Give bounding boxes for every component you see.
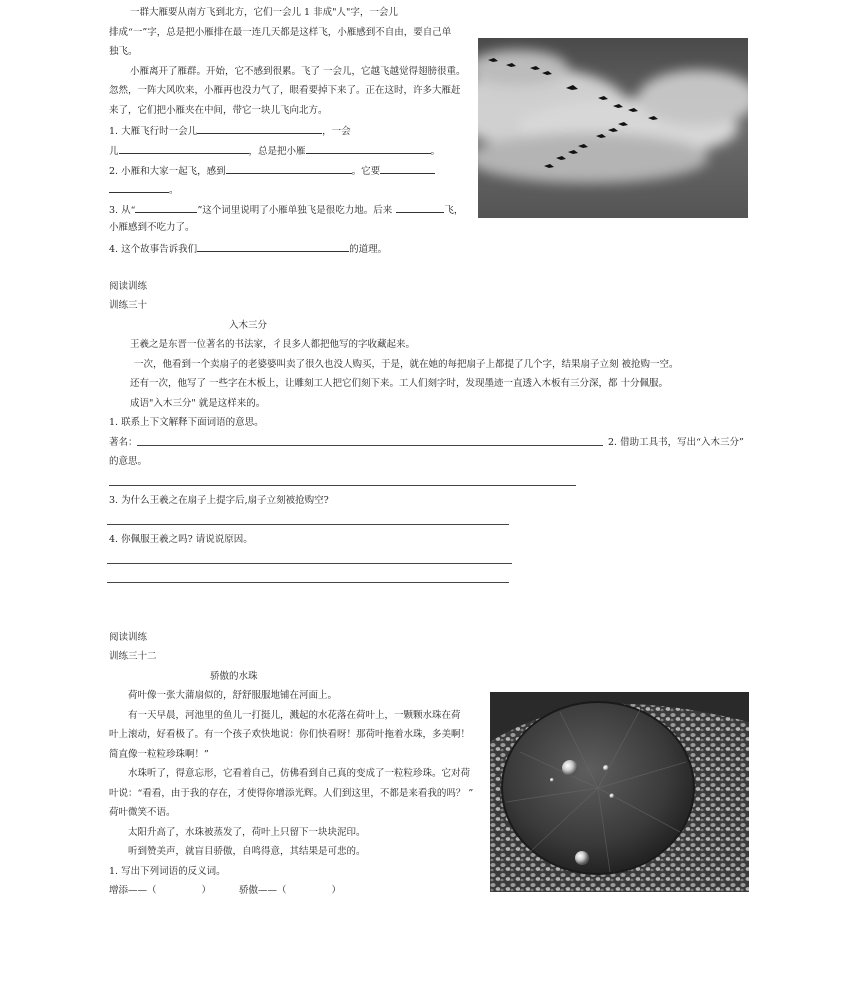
q3-text-c: 飞， <box>444 205 464 216</box>
q1-text-e: 。 <box>430 146 441 157</box>
passage1-line-6: 来了，它们把小雁夹在中间，带它一块儿飞向北方。 <box>109 105 328 116</box>
section3-line-3: 叶上滚动，好看极了。有一个孩子欢快地说：你们快看呀！那荷叶拖着水珠，多美啊！ <box>109 729 471 740</box>
q2-blank-2[interactable] <box>380 164 435 174</box>
section3-line-9: 听到赞美声，就盲目骄傲，自鸣得意，其结果是可悲的。 <box>128 846 366 857</box>
q4-text-a: 4. 这个故事告诉我们 <box>109 244 198 255</box>
section2-q2-answer-line[interactable] <box>109 485 576 486</box>
lotus-leaf-photo <box>490 692 749 892</box>
section3-line-2: 有一天早晨，河池里的鱼儿一打挺儿，溅起的水花落在荷叶上，一颗颗水珠在荷 <box>128 710 461 721</box>
q2-text-a: 2. 小雁和大家一起飞，感到 <box>109 166 226 177</box>
passage1-line-5: 忽然，一阵大风吹来，小雁再也没力气了，眼看要掉下来了。正在这时，许多大雁赶 <box>109 85 461 96</box>
q2-blank-1[interactable] <box>226 164 352 174</box>
q3-blank-1[interactable] <box>135 203 197 213</box>
section3-q1-answers <box>109 885 341 897</box>
section3-header-2: 训练三十二 <box>109 651 157 662</box>
section2-line-1: 王羲之是东晋一位著名的书法家，彳艮多人都把他写的字收藏起来。 <box>130 339 416 350</box>
section3-line-1: 荷叶像一张大蒲扇似的，舒舒服服地铺在河面上。 <box>128 690 338 701</box>
q1-blank-2[interactable] <box>119 144 249 154</box>
section2-title: 入木三分 <box>229 320 268 331</box>
q1-text-a: 1. 大雁飞行时一会儿 <box>109 126 198 137</box>
section2-q4-answer-line-1[interactable] <box>107 563 512 564</box>
section3-line-4: 简直像一粒粒珍珠啊！” <box>109 749 209 760</box>
section2-q3: 3. 为什么王羲之在扇子上提字后,扇子立刻被抢购空? <box>109 495 329 506</box>
passage1-q4-line <box>109 242 387 256</box>
q2-text-c: 。 <box>169 185 179 196</box>
passage1-q2-line-1 <box>109 164 435 178</box>
passage1-q3-line-1 <box>109 203 463 217</box>
section2-q3-answer-line[interactable] <box>107 524 509 525</box>
section3-line-8: 太阳升高了，水珠被蒸发了，荷叶上只留下一块块泥印。 <box>128 827 366 838</box>
section3-title: 骄傲的水珠 <box>210 671 258 682</box>
antonym-2-label: 骄傲——（ <box>239 885 287 896</box>
passage1-q2-line-2 <box>109 183 179 197</box>
section3-line-7: 荷叶微笑不语。 <box>109 807 176 818</box>
section2-q1-word: 著名： <box>109 437 138 448</box>
q1-blank-1[interactable] <box>197 124 322 134</box>
antonym-2-close: ） <box>331 885 342 896</box>
passage1-line-4: 小雁离开了雁群。开始，它不感到很累。飞了 一会儿，它越飞越觉得翅膀很重。 <box>130 66 466 77</box>
section3-line-6: 叶说：“看看，由于我的存在，才使得你增添光辉。人们到这里，不都是来看我的吗？ ” <box>109 788 474 799</box>
section2-header-1: 阅读训练 <box>109 281 148 292</box>
section3-q1: 1. 写出下列词语的反义词。 <box>109 866 226 877</box>
section2-q4-answer-line-2[interactable] <box>107 582 509 583</box>
q2-text-b: 。它要 <box>351 166 381 177</box>
q3-text-a: 3. 从“ <box>109 205 136 216</box>
q2-blank-3[interactable] <box>109 183 169 193</box>
q1-text-c: 儿 <box>109 146 119 157</box>
section2-line-4: 成语"入木三分" 就是这样来的。 <box>130 398 266 409</box>
geese-photo-svg <box>478 38 748 218</box>
q1-text-b: ，一会 <box>322 126 351 137</box>
geese-photo <box>478 38 748 218</box>
passage1-q1-line-1 <box>109 124 351 138</box>
q3-text-b: ”这个词里说明了小雁单独飞是很吃力地。后来 <box>197 205 393 216</box>
passage1-q3-line-2: 小雁感到不吃力了。 <box>109 222 195 233</box>
water-drop <box>562 760 578 776</box>
section2-q1: 1. 联系上下文解释下面词语的意思。 <box>109 417 264 428</box>
q4-blank[interactable] <box>197 242 349 252</box>
passage1-line-3: 独飞。 <box>109 46 138 57</box>
section2-q2-cont: 的意思。 <box>109 456 148 467</box>
section2-q4: 4. 你佩服王羲之吗? 请说说原因。 <box>109 534 253 545</box>
lotus-leaf-photo-svg <box>490 692 749 892</box>
antonym-1-close: ） <box>201 885 212 896</box>
section2-line-2: 一次，他看到一个卖扇子的老婆婆叫卖了很久也没人购买，于是，就在她的每把扇子上都提了几个字，结果扇子立刻 被抢购一空。 <box>134 359 679 370</box>
section3-line-5: 水珠听了，得意忘形，它看着自己，仿佛看到自己真的变成了一粒粒珍珠。它对荷 <box>128 768 471 779</box>
q1-text-d: ，总是把小雁 <box>248 146 306 157</box>
section2-header-2: 训练三十 <box>109 300 148 311</box>
passage1-line-2: 排成“一”字，总是把小雁排在最一连几天都是这样飞，小雁感到不自由，要自己单 <box>109 27 452 38</box>
q3-blank-2[interactable] <box>396 203 444 213</box>
q1-blank-3[interactable] <box>306 144 431 154</box>
passage1-line-1: 一群大雁要从南方飞到北方，它们一会儿 1 非成"人"字，一会儿 <box>130 7 398 18</box>
passage1-q1-line-2 <box>109 144 440 158</box>
section3-header-1: 阅读训练 <box>109 632 148 643</box>
section2-q2: 2. 借助工具书，写出“入木三分” <box>608 437 744 448</box>
section2-line-3: 还有一次，他写了 一些字在木板上，让雕刻工人把它们刻下来。工人们刻字时，发现墨迹一直透入木板有三分深，都 十分佩服。 <box>130 378 669 389</box>
q4-text-b: 的道理。 <box>349 244 388 255</box>
antonym-1-label: 增添——（ <box>109 885 157 896</box>
section2-q1-answer-line[interactable] <box>137 445 603 446</box>
